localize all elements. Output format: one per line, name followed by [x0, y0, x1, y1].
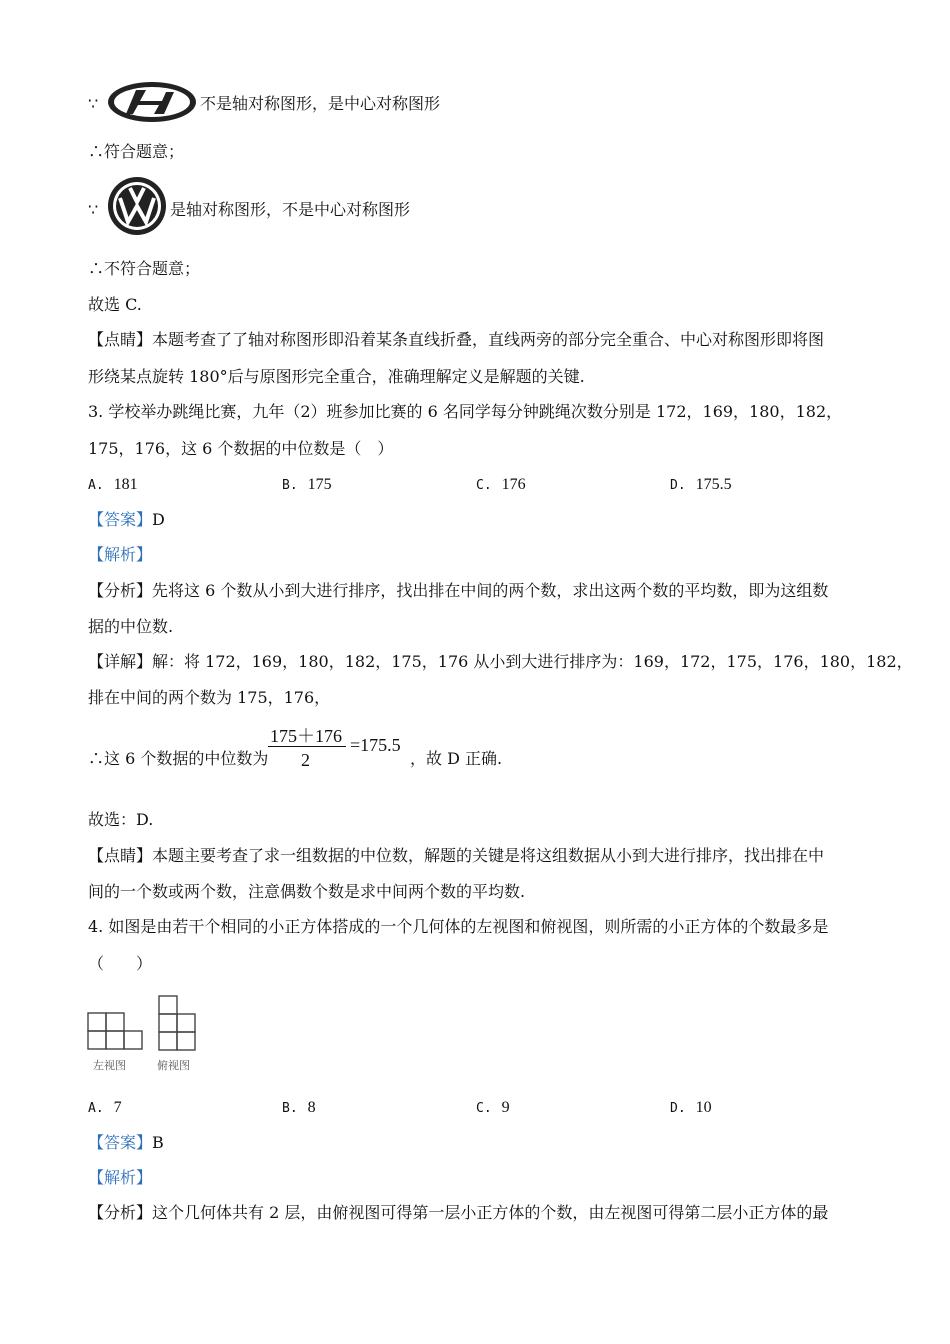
q3-option-d: D. 175.5	[670, 476, 732, 493]
text-line: 故选：D.	[88, 810, 154, 829]
text-line: ，故 D 正确.	[410, 749, 503, 768]
text-line: 据的中位数.	[88, 617, 174, 636]
q3-option-b: B. 175	[282, 476, 332, 493]
text-line: 故选 C.	[88, 295, 142, 314]
question-4: 4. 如图是由若干个相同的小正方体搭成的一个几何体的左视图和俯视图，则所需的小正方体的个数最多是	[88, 917, 829, 936]
q4-option-d: D. 10	[670, 1099, 712, 1116]
text-line: 【分析】这个几何体共有 2 层，由俯视图可得第一层小正方体的个数，由左视图可得第二层小正方体的最	[88, 1203, 829, 1222]
text-line: 不是轴对称图形，是中心对称图形	[200, 94, 441, 113]
text-line: （ ）	[88, 954, 153, 973]
hyundai-logo-icon	[106, 80, 198, 124]
text-line: ∴这 6 个数据的中位数为	[88, 749, 269, 768]
q3-analysis-tag: 【解析】	[88, 545, 153, 564]
text-line: 【点睛】本题主要考查了求一组数据的中位数，解题的关键是将这组数据从小到大进行排序，找出排在中	[88, 846, 825, 865]
text-line: 【点睛】本题考查了了轴对称图形即沿着某条直线折叠，直线两旁的部分完全重合、中心对称图形即将图	[88, 330, 825, 349]
q4-answer: 【答案】B	[88, 1133, 164, 1152]
volkswagen-logo-icon	[106, 176, 168, 236]
text-line: 形绕某点旋转 180°后与原图形完全重合，准确理解定义是解题的关键.	[88, 367, 585, 386]
left-view-caption: 左视图	[93, 1059, 126, 1072]
q4-analysis-tag: 【解析】	[88, 1168, 153, 1187]
q4-option-a: A. 7	[88, 1099, 122, 1116]
text-line: ∴不符合题意；	[88, 259, 201, 278]
text-line: 【详解】解：将 172，169，180，182，175，176 从小到大进行排序为：169，172，175，176，180，182，	[88, 652, 913, 671]
q4-option-c: C. 9	[476, 1099, 510, 1116]
text-line: ∴符合题意；	[88, 142, 185, 161]
text-line: 【分析】先将这 6 个数从小到大进行排序，找出排在中间的两个数，求出这两个数的平均数，即为这组数	[88, 581, 829, 600]
q4-option-b: B. 8	[282, 1099, 316, 1116]
q3-option-a: A. 181	[88, 476, 138, 493]
text-line: 间的一个数或两个数，注意偶数个数是求中间两个数的平均数.	[88, 882, 526, 901]
left-view-figure	[86, 1010, 146, 1052]
top-view-figure	[157, 994, 199, 1052]
text-line: ∵	[88, 94, 99, 113]
text-line: 是轴对称图形，不是中心对称图形	[170, 200, 411, 219]
top-view-caption: 俯视图	[157, 1059, 190, 1072]
question-3: 3. 学校举办跳绳比赛，九年（2）班参加比赛的 6 名同学每分钟跳绳次数分别是 172，169，180，182，	[88, 402, 843, 421]
text-line: 排在中间的两个数为 175，176，	[88, 688, 331, 707]
q3-option-c: C. 176	[476, 476, 526, 493]
fraction-numerator: 175＋176	[270, 726, 342, 746]
q3-answer: 【答案】D	[88, 510, 165, 529]
fraction-result: =175.5	[350, 735, 401, 755]
fraction-bar	[268, 746, 346, 747]
text-line: 175，176，这 6 个数据的中位数是（ ）	[88, 439, 394, 458]
fraction-denominator: 2	[301, 750, 310, 770]
text-line: ∵	[88, 200, 99, 219]
